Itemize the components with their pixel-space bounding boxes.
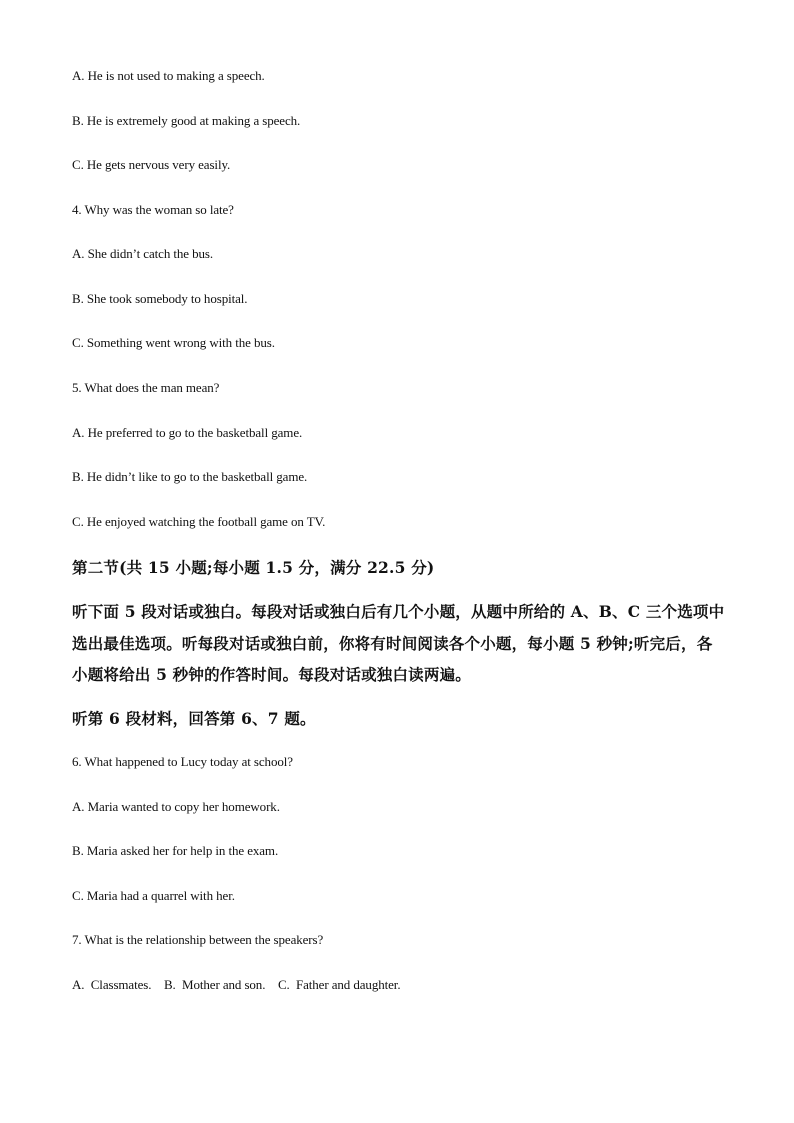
q3-option-c: C. He gets nervous very easily. [72, 157, 231, 172]
q4-stem: 4. Why was the woman so late? [72, 202, 234, 217]
q4-option-a: A. She didn’t catch the bus. [72, 246, 214, 261]
q5-option-a: A. He preferred to go to the basketball game. [72, 425, 303, 440]
q5-option-c: C. He enjoyed watching the football game on TV. [72, 514, 326, 529]
q6-option-b: B. Maria asked her for help in the exam. [72, 843, 279, 858]
q6-option-a: A. Maria wanted to copy her homework. [72, 799, 280, 814]
material-6-heading: 听第 6 段材料，回答第 6、7 题。 [72, 709, 316, 728]
instructions-line-1: 听下面 5 段对话或独白。每段对话或独白后有几个小题，从题中所给的 A、B、C 三个选项中 [72, 602, 725, 621]
q3-option-a: A. He is not used to making a speech. [72, 68, 265, 83]
q4-option-b: B. She took somebody to hospital. [72, 291, 248, 306]
q5-option-b: B. He didn’t like to go to the basketball game. [72, 469, 308, 484]
q7-options: A. Classmates. B. Mother and son. C. Father and daughter. [72, 977, 401, 992]
q6-option-c: C. Maria had a quarrel with her. [72, 888, 235, 903]
q3-option-b: B. He is extremely good at making a speech. [72, 113, 301, 128]
section-heading: 第二节(共 15 小题;每小题 1.5 分，满分 22.5 分) [72, 558, 435, 577]
instructions-line-2: 选出最佳选项。听每段对话或独白前，你将有时间阅读各个小题，每小题 5 秒钟;听完后，各 [72, 634, 713, 653]
q6-stem: 6. What happened to Lucy today at school? [72, 754, 293, 769]
q7-stem: 7. What is the relationship between the speakers? [72, 932, 324, 947]
q4-option-c: C. Something went wrong with the bus. [72, 335, 275, 350]
q5-stem: 5. What does the man mean? [72, 380, 220, 395]
instructions-line-3: 小题将给出 5 秒钟的作答时间。每段对话或独白读两遍。 [72, 665, 471, 684]
